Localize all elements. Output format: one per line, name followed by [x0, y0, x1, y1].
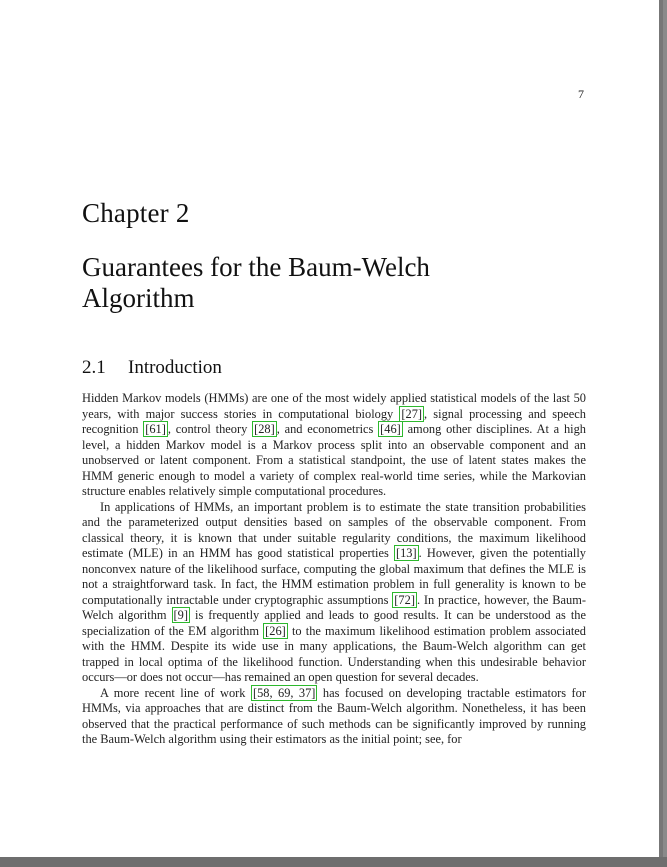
text-run: , and econometrics [276, 422, 379, 436]
citation-link[interactable]: [46] [380, 422, 401, 436]
viewer-bottom-edge [0, 857, 667, 867]
citation-link[interactable]: [58, 69, 37] [252, 685, 316, 700]
text-run: Hidden Markov models (HMMs) are one of the most widely applied statistical models of the last 50 years, with major success stories in computational biology [82, 391, 586, 421]
text-run: In applications of HMMs, an important problem is to estimate the state transition probabilities and the parameterized output densities based on samples of the observable component. From classical theory, it is known that under suitable regularity conditions, the maximum likelihood estimate (MLE) in an HMM has good statistical properties [82, 499, 586, 560]
paragraph [82, 391, 586, 500]
text-run: , control theory [167, 422, 253, 436]
chapter-title [82, 252, 602, 314]
page-number: 7 [578, 87, 584, 101]
text-run: . In practice, however, the Baum-Welch algorithm [82, 592, 586, 622]
section-number: 2.1 [82, 357, 106, 378]
text-run: to the maximum likelihood estimation problem associated with the HMM. Despite its wide use in many applications, the Baum-Welch algorithm can get trapped in local optima of the likelihood function. Understanding when this undesirable behavior occurs—or does not occur—has remained an open question for several decades. [82, 623, 586, 684]
text-run: among other disciplines. At a high level, a hidden Markov model is a Markov process split into an observable component and an unobserved or latent component. From a statistical standpoint, the use of latent states makes the HMM generic enough to model a variety of complex real-world time series, while the Markovian structure enables relatively simple computational procedures. [82, 422, 586, 498]
citation-link[interactable]: [26] [265, 623, 286, 638]
citation-link[interactable]: [27] [401, 406, 423, 421]
section-heading [82, 357, 222, 379]
chapter-title-line-1: Guarantees for the Baum-Welch [82, 252, 430, 282]
citation-link[interactable]: [72] [394, 592, 415, 607]
text-run: . However, given the potentially nonconvex nature of the likelihood surface, computing the global maximum that defines the MLE is not a straightforward task. In fact, the HMM estimation problem in full generality is known to be computationally intractable under cryptographic assumptions [82, 546, 586, 607]
text-run: is frequently applied and leads to good results. It can be understood as the specialization of the EM algorithm [82, 608, 586, 638]
citation-link[interactable]: [28] [254, 422, 275, 436]
chapter-title-line-2: Algorithm [82, 283, 195, 313]
paragraph [82, 686, 586, 748]
citation-link[interactable]: [61] [145, 422, 166, 436]
citation-link[interactable]: [13] [395, 546, 417, 560]
text-run: A more recent line of work [100, 685, 251, 700]
text-run: has focused on developing tractable estimators for HMMs, via approaches that are distinct from the Baum-Welch algorithm. Nonetheless, it has been observed that the practical performance of such methods can be significantly improved by running the Baum-Welch algorithm using their estimators as the initial point; see, for [82, 685, 586, 746]
section-title: Introduction [128, 357, 222, 378]
citation-link[interactable]: [9] [173, 608, 188, 622]
text-run: , signal processing and speech recognition [82, 406, 586, 436]
paragraph [82, 500, 586, 686]
body-text [82, 391, 586, 748]
chapter-label: Chapter 2 [82, 198, 190, 228]
